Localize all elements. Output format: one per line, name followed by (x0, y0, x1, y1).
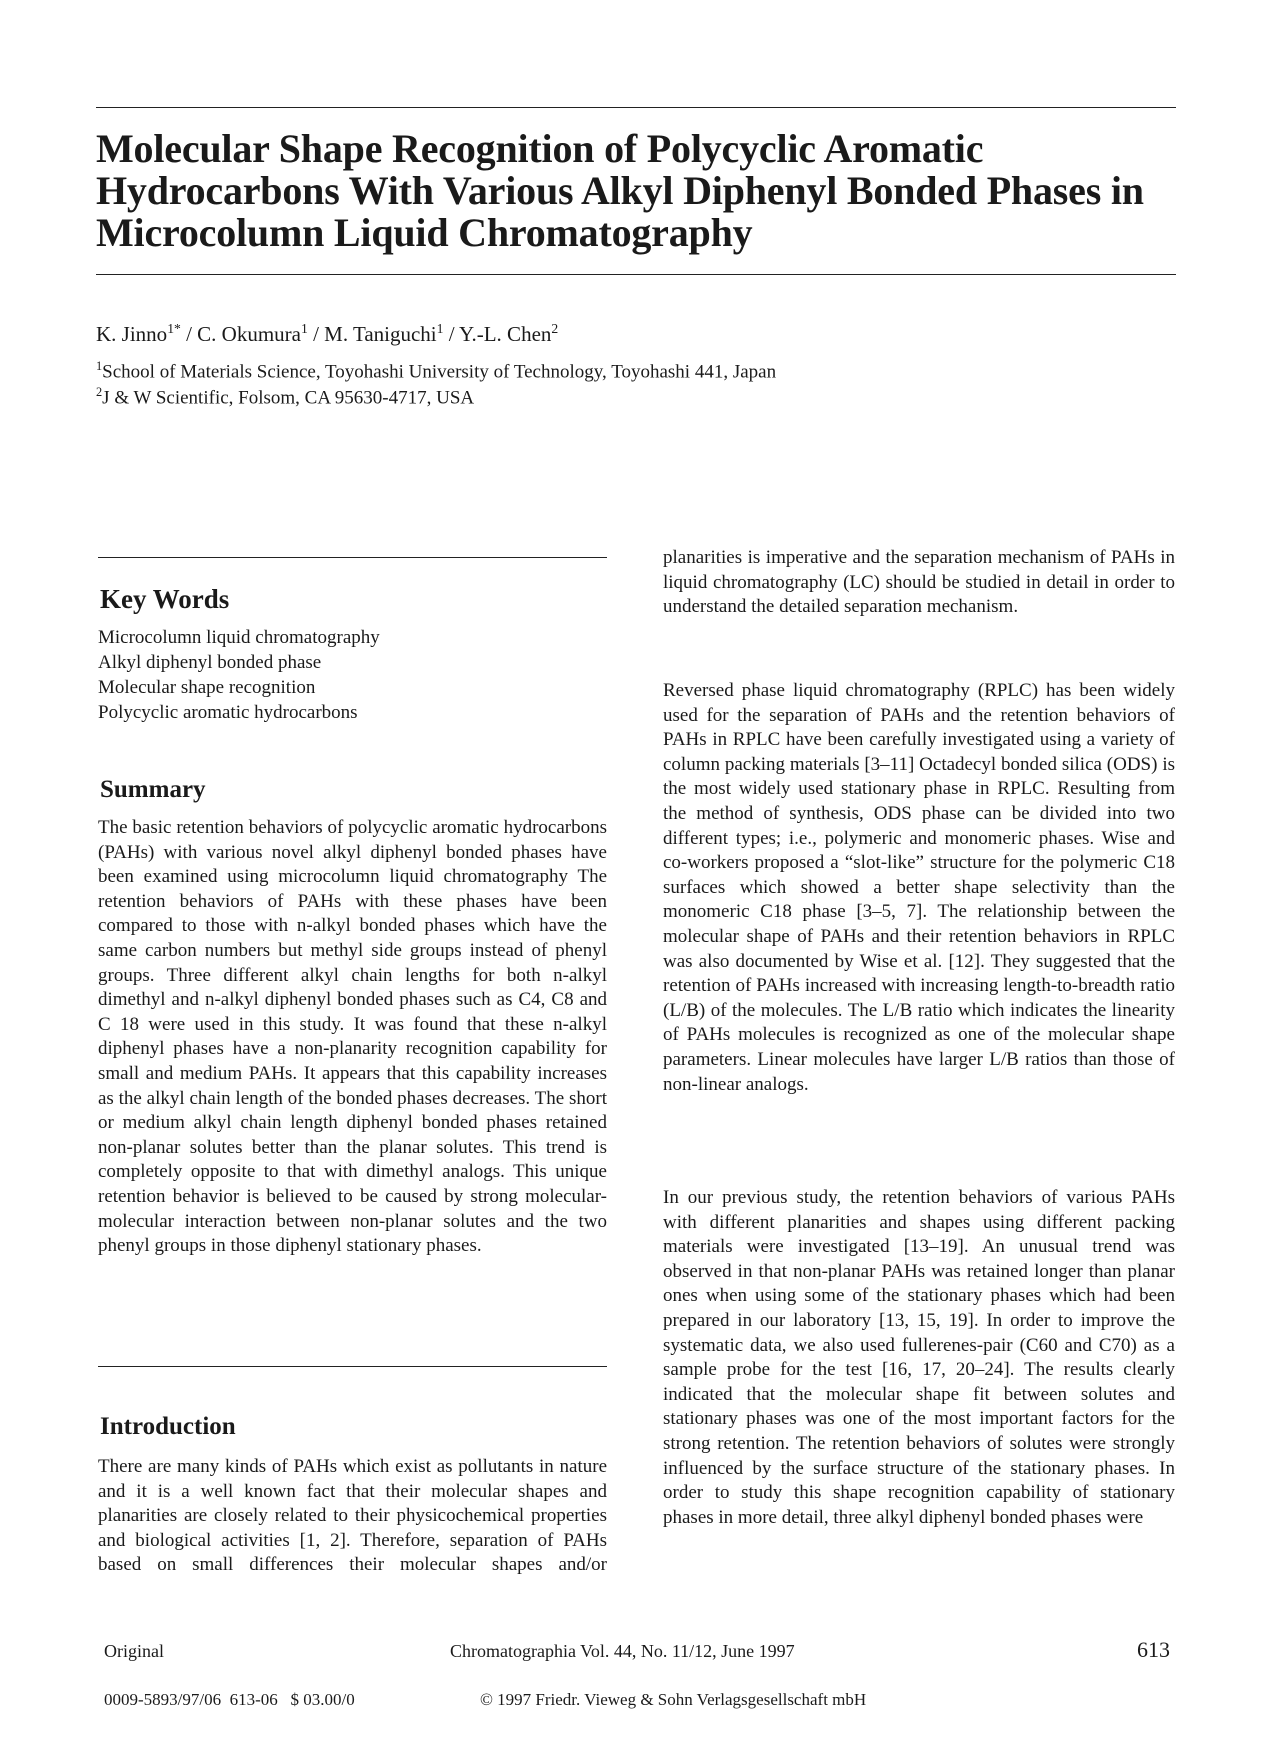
introduction-continued (663, 547, 1175, 671)
affiliation: $^2$J & W Scientific, Folsom, CA 95630-4717, USA (96, 385, 475, 409)
author: M. Taniguchi (324, 322, 437, 346)
summary-text: The basic retention behaviors of polycyclic aromatic hydrocarbons (PAHs) with various novel alkyl diphenyl bonded phases have been examined using microcolumn liquid chromatography The retention behaviors of PAHs with these phases have been compared to those with n-alkyl bonded phases which have the same carbon numbers but methyl side groups instead of phenyl groups. Three different alkyl chain lengths for both n-alkyl dimethyl and n-alkyl diphenyl bonded phases such as C4, C8 and C 18 were used in this study. It was found that these n-alkyl diphenyl phases have a non-planarity recognition capability for small and medium PAHs. It appears that this capability increases as the alkyl chain length of the bonded phases decreases. The short or medium alkyl chain length diphenyl bonded phases retained non-planar solutes better than the planar solutes. This trend is completely opposite to that with dimethyl analogs. This unique retention behavior is believed to be caused by strong molecular-molecular interaction between non-planar solutes and the two phenyl groups in those diphenyl stationary phases. (98, 817, 607, 1257)
title-top-rule (96, 107, 1176, 108)
affiliation: $^1$School of Materials Science, Toyohashi University of Technology, Toyohashi 441, Japan (96, 359, 777, 383)
intro-paragraph: There are many kinds of PAHs which exist as pollutants in nature and it is a well known fact that their molecular shapes and planarities are closely related to their physicochemical properties and biological activities [1, 2]. Therefore, separation of PAHs based on small differences their molecular shapes and/or (98, 1456, 607, 1576)
intro-paragraph: In our previous study, the retention behaviors of various PAHs with different planarities and shapes using different packing materials were investigated [13–19]. An unusual trend was observed in that non-planar PAHs was retained longer than planar ones when using some of the stationary phases which had been prepared in our laboratory [13, 15, 19]. In order to improve the systematic data, we also used fullerenes-pair (C60 and C70) as a sample probe for the test [16, 17, 20–24]. The results clearly indicated that the molecular shape fit between solutes and stationary phases was one of the most important factors for the strong retention. The retention behaviors of solutes were strongly influenced by the surface structure of the stationary phases. In order to study this shape recognition capability of stationary phases in more detail, three alkyl diphenyl bonded phases were (663, 1187, 1175, 1528)
copyright: © 1997 Friedr. Vieweg & Sohn Verlagsgesellschaft mbH (480, 1690, 867, 1709)
keywords-heading: Key Words (100, 584, 230, 614)
author-affiliation-mark: 2 (551, 321, 559, 336)
author: C. Okumura (197, 322, 301, 346)
article-code: 0009-5893/97/06 613-06 $ 03.00/0 (104, 1690, 355, 1709)
keyword: Polycyclic aromatic hydrocarbons (98, 702, 358, 723)
article-type-label: Original (104, 1641, 164, 1661)
page-number: 613 (1137, 1637, 1170, 1662)
keyword: Molecular shape recognition (98, 677, 316, 698)
author: K. Jinno (96, 322, 168, 346)
intro-paragraph-cont: planarities is imperative and the separation mechanism of PAHs in liquid chromatography (LC) should be studied in detail in order to understand the detailed separation mechanism. (663, 547, 1175, 618)
author: Y.-L. Chen (459, 322, 552, 346)
keyword: Alkyl diphenyl bonded phase (98, 652, 322, 673)
introduction-heading: Introduction (100, 1413, 236, 1440)
keywords-top-rule (98, 557, 607, 558)
title-bottom-rule (96, 274, 1176, 275)
author-list: K. Jinno$^{1*}$ / C. Okumura$^1$ / M. Taniguchi$^1$ / Y.-L. Chen$^2$ (96, 321, 559, 346)
journal-citation: Chromatographia Vol. 44, No. 11/12, June 1997 (450, 1641, 795, 1661)
keyword: Microcolumn liquid chromatography (98, 627, 380, 648)
author-affiliation-mark: 1 (301, 321, 308, 336)
summary-heading: Summary (100, 776, 206, 803)
author-affiliation-mark: 1* (167, 321, 181, 336)
intro-paragraph: Reversed phase liquid chromatography (RPLC) has been widely used for the separation of PAHs and the retention behaviors of PAHs in RPLC have been carefully investigated using a variety of column packing materials [3–11] Octadecyl bonded silica (ODS) is the most widely used stationary phase in RPLC. Resulting from the method of synthesis, ODS phase can be divided into two different types; i.e., polymeric and monomeric phases. Wise and co-workers proposed a “slot-like” structure for the polymeric C18 surfaces which showed a better shape selectivity than the monomeric C18 phase [3–5, 7]. The relationship between the molecular shape of PAHs and their retention behaviors in RPLC was also documented by Wise et al. [12]. They suggested that the retention of PAHs increased with increasing length-to-breadth ratio (L/B) of the molecules. The L/B ratio which indicates the linearity of PAHs molecules is recognized as one of the molecular shape parameters. Linear molecules have larger L/B ratios than those of non-linear analogs. (663, 680, 1175, 1095)
paper-title: Molecular Shape Recognition of Polycyclic Aromatic Hydrocarbons With Various Alkyl Diphenyl Bonded Phases in Microcolumn Liquid Chromatography (96, 126, 1144, 255)
introduction-column-left (98, 1455, 607, 1579)
introduction-top-rule (98, 1366, 607, 1367)
author-affiliation-mark: 1 (436, 321, 444, 336)
